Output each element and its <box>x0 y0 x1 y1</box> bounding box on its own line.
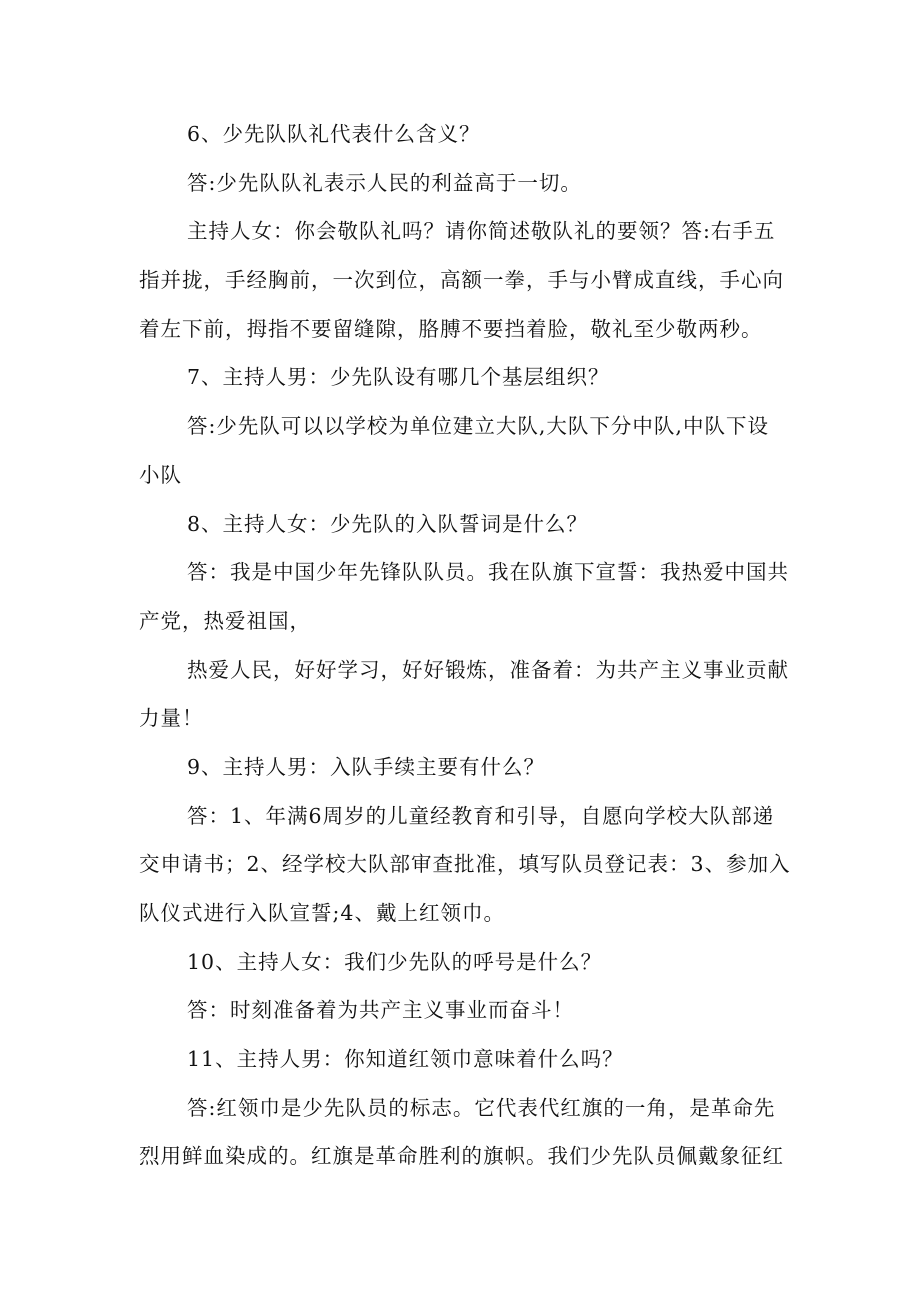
salute-answer-line-3: 着左下前，拇指不要留缝隙，胳膊不要挡着脸，敬礼至少敬两秒。 <box>139 316 763 341</box>
question-9: 9、主持人男：入队手续主要有什么？ <box>187 754 546 779</box>
question-8: 8、主持人女：少先队的入队誓词是什么？ <box>187 511 589 536</box>
answer-8-line-2: 产党，热爱祖国， <box>139 608 311 633</box>
answer-8-line-4: 力量！ <box>139 706 204 731</box>
answer-9-line-3: 队仪式进行入队宣誓;4、戴上红领巾。 <box>139 901 505 925</box>
document-body <box>139 110 791 1181</box>
question-7: 7、主持人男：少先队设有哪几个基层组织？ <box>187 365 610 390</box>
answer-6: 答:少先队队礼表示人民的利益高于一切。 <box>187 170 582 195</box>
question-6: 6、少先队队礼代表什么含义？ <box>187 122 481 146</box>
answer-7-line-1: 答:少先队可以以学校为单位建立大队,大队下分中队,中队下设 <box>187 414 769 439</box>
answer-8-line-1: 答：我是中国少年先锋队队员。我在队旗下宣誓：我热爱中国共 <box>187 560 789 585</box>
answer-8-line-3: 热爱人民，好好学习，好好锻炼，准备着：为共产主义事业贡献 <box>187 657 789 682</box>
answer-11-line-1: 答:红领巾是少先队员的标志。它代表代红旗的一角，是革命先 <box>187 1095 776 1120</box>
salute-answer-line-2: 指并拢，手经胸前，一次到位，高额一拳，手与小臂成直线，手心向 <box>139 268 784 293</box>
salute-question-line-1: 主持人女：你会敬队礼吗？请你简述敬队礼的要领？答:右手五 <box>187 219 776 244</box>
answer-10: 答：时刻准备着为共产主义事业而奋斗！ <box>187 998 574 1023</box>
question-10: 10、主持人女：我们少先队的呼号是什么？ <box>187 949 603 974</box>
answer-7-line-2: 小队 <box>139 462 182 487</box>
answer-11-line-2: 烈用鲜血染成的。红旗是革命胜利的旗帜。我们少先队员佩戴象征红 <box>139 1144 784 1169</box>
answer-9-line-2: 交申请书；2、经学校大队部审查批准，填写队员登记表：3、参加入 <box>139 852 791 877</box>
answer-9-line-1: 答：1、年满6周岁的儿童经教育和引导，自愿向学校大队部递 <box>187 803 775 828</box>
question-11: 11、主持人男：你知道红领巾意味着什么吗？ <box>187 1047 624 1072</box>
